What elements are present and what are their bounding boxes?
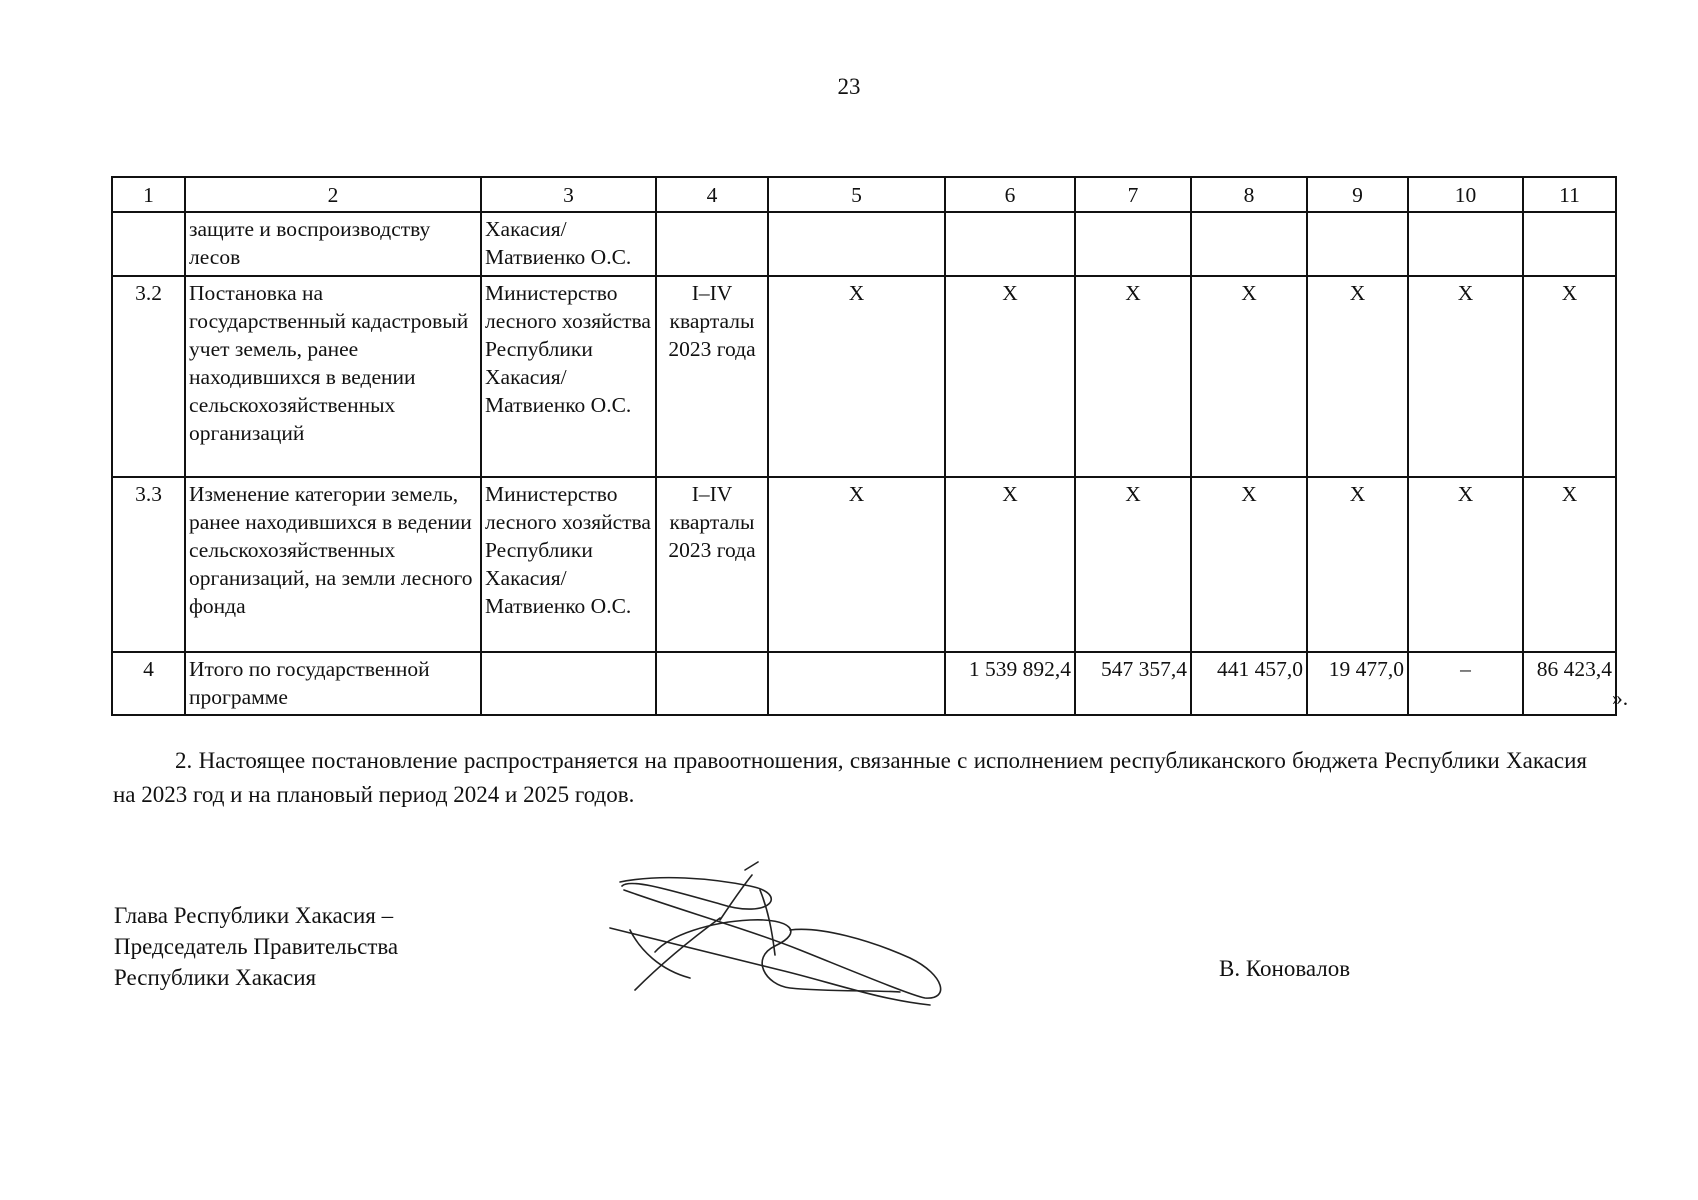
column-number: 2 [185,177,481,212]
row-value: X [768,276,945,477]
row-value: X [1075,477,1191,652]
row-name: Итого по государственной программе [185,652,481,715]
total-value: 19 477,0 [1307,652,1408,715]
row-value: X [1523,477,1616,652]
row-responsible: Хакасия/ Матвиенко О.С. [481,212,656,276]
table-row [112,477,1616,652]
row-value: X [945,477,1075,652]
row-name: Постановка на государственный кадастровый учет земель, ранее находившихся в ведении сельскохозяйственных организаций [185,276,481,477]
total-value: 441 457,0 [1191,652,1307,715]
row-value: X [1075,276,1191,477]
row-value: X [1408,276,1523,477]
row-value: X [1307,276,1408,477]
row-responsible: Министерство лесного хозяйства Республики Хакасия/ Матвиенко О.С. [481,477,656,652]
row-number [112,212,185,276]
total-value: 86 423,4 [1523,652,1616,715]
column-number: 5 [768,177,945,212]
total-value: – [1408,652,1523,715]
row-value: X [945,276,1075,477]
row-responsible: Министерство лесного хозяйства Республики Хакасия/ Матвиенко О.С. [481,276,656,477]
row-value: X [1523,276,1616,477]
row-name: защите и воспроизводству лесов [185,212,481,276]
program-table [111,176,1617,716]
column-number: 4 [656,177,768,212]
row-value: X [1191,276,1307,477]
total-value: 547 357,4 [1075,652,1191,715]
closing-quote: ». [1612,686,1629,710]
signer-title [114,900,398,993]
signer-title-line: Республики Хакасия [114,965,317,990]
column-number: 1 [112,177,185,212]
body-paragraph: 2. Настоящее постановление распространяется на правоотношения, связанные с исполнением республиканского бюджета Республики Хакасия на 2023 год и на плановый период 2024 и 2025 годов. [113,748,1587,807]
signer-title-line: Председатель Правительства [114,934,399,959]
total-value: 1 539 892,4 [945,652,1075,715]
row-period: I–IV кварталы 2023 года [656,477,768,652]
signer-name: В. Коновалов [1219,956,1351,981]
row-number: 3.2 [112,276,185,477]
table-header-row [112,177,1616,212]
row-value: X [1191,477,1307,652]
row-value [768,652,945,715]
table-row-continuation [112,212,1616,276]
page-number: 23 [837,74,861,99]
handwritten-signature [600,860,980,1030]
column-number: 10 [1408,177,1523,212]
row-name: Изменение категории земель, ранее находившихся в ведении сельскохозяйственных организаций, на земли лесного фонда [185,477,481,652]
row-value: X [768,477,945,652]
column-number: 3 [481,177,656,212]
table-row [112,276,1616,477]
column-number: 6 [945,177,1075,212]
row-number: 4 [112,652,185,715]
row-value: X [1408,477,1523,652]
column-number: 9 [1307,177,1408,212]
row-responsible [481,652,656,715]
column-number: 7 [1075,177,1191,212]
column-number: 8 [1191,177,1307,212]
signer-title-line: Глава Республики Хакасия – [114,903,394,928]
row-period: I–IV кварталы 2023 года [656,276,768,477]
row-period [656,652,768,715]
row-number: 3.3 [112,477,185,652]
table-row-total [112,652,1616,715]
row-value: X [1307,477,1408,652]
column-number: 11 [1523,177,1616,212]
